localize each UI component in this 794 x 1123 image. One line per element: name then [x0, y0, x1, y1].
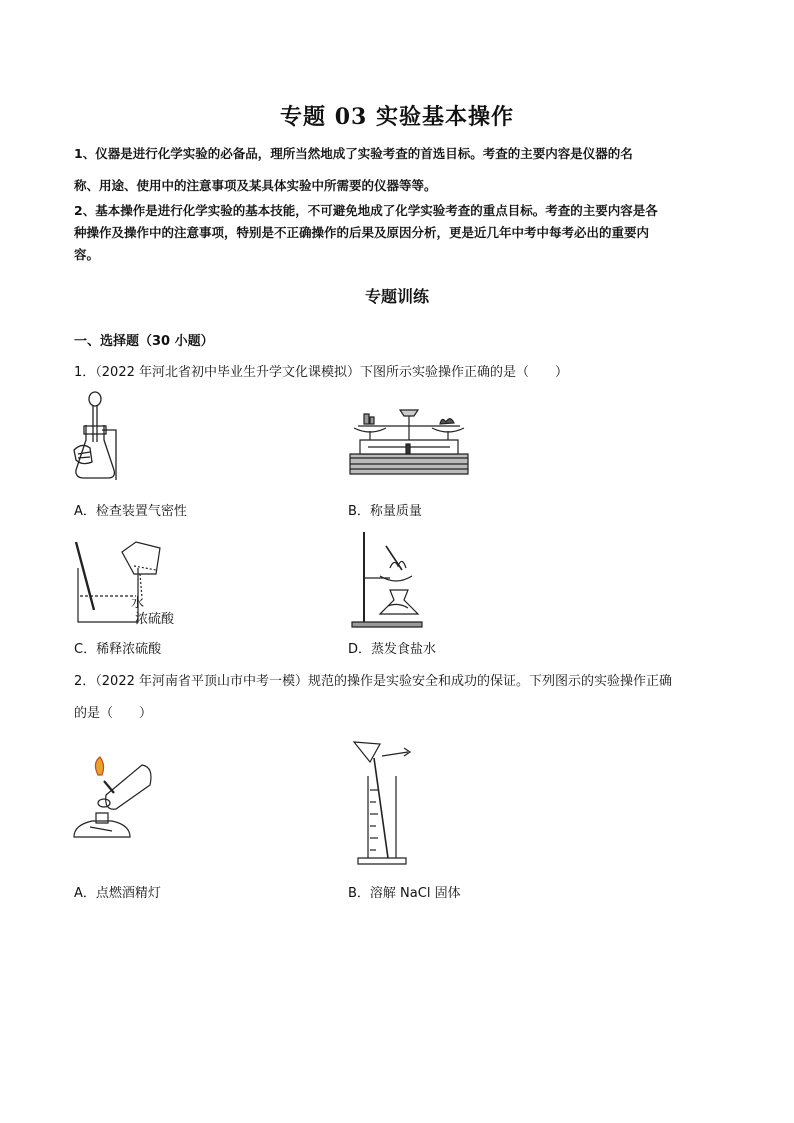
q2-stem-line2: 的是（ ）	[74, 706, 153, 721]
q2-stem-line1: 2．（2022 年河南省平顶山市中考一模）规范的操作是实验安全和成功的保证。下列图示的实验操作正确	[74, 674, 672, 689]
q1-stem: 1．（2022 年河北省初中毕业生升学文化课模拟）下图所示实验操作正确的是（ ）	[74, 365, 568, 380]
intro-p2-line2: 种操作及操作中的注意事项，特别是不正确操作的后果及原因分析，更是近几年中考中每考必出的重要内	[74, 225, 650, 240]
q2-figure-b-graduated-cylinder	[352, 740, 418, 866]
q1-figure-b-balance	[348, 402, 470, 478]
q2-figure-a-alcohol-lamp	[70, 755, 160, 843]
page-title: 专题 03 实验基本操作	[280, 104, 514, 130]
q1-option-c: C．稀释浓硫酸	[74, 642, 162, 657]
part-heading: 一、选择题（30 小题）	[74, 334, 214, 349]
q2-option-b: B．溶解 NaCl 固体	[348, 886, 461, 901]
q1-figure-c-label-acid: 浓硫酸	[135, 612, 175, 627]
intro-p2-line1: 2、基本操作是进行化学实验的基本技能，不可避免地成了化学实验考查的重点目标。考查的主要内容是各	[74, 203, 658, 218]
section-title: 专题训练	[364, 287, 429, 306]
q1-option-d: D．蒸发食盐水	[348, 642, 437, 657]
intro-p2-line3: 容。	[74, 247, 100, 262]
q1-figure-a-airtightness	[72, 390, 132, 490]
q1-figure-d-evaporation	[350, 530, 430, 630]
q2-option-a: A．点燃酒精灯	[74, 886, 161, 901]
intro-p1-line2: 称、用途、使用中的注意事项及某具体实验中所需要的仪器等等。	[74, 178, 437, 193]
intro-p1-line1: 1、仪器是进行化学实验的必备品，理所当然地成了实验考查的首选目标。考查的主要内容是仪器的名	[74, 146, 633, 161]
q1-option-b: B．称量质量	[348, 504, 422, 519]
q1-figure-c-label-water: 水	[131, 596, 145, 611]
q1-option-a: A．检查装置气密性	[74, 504, 187, 519]
